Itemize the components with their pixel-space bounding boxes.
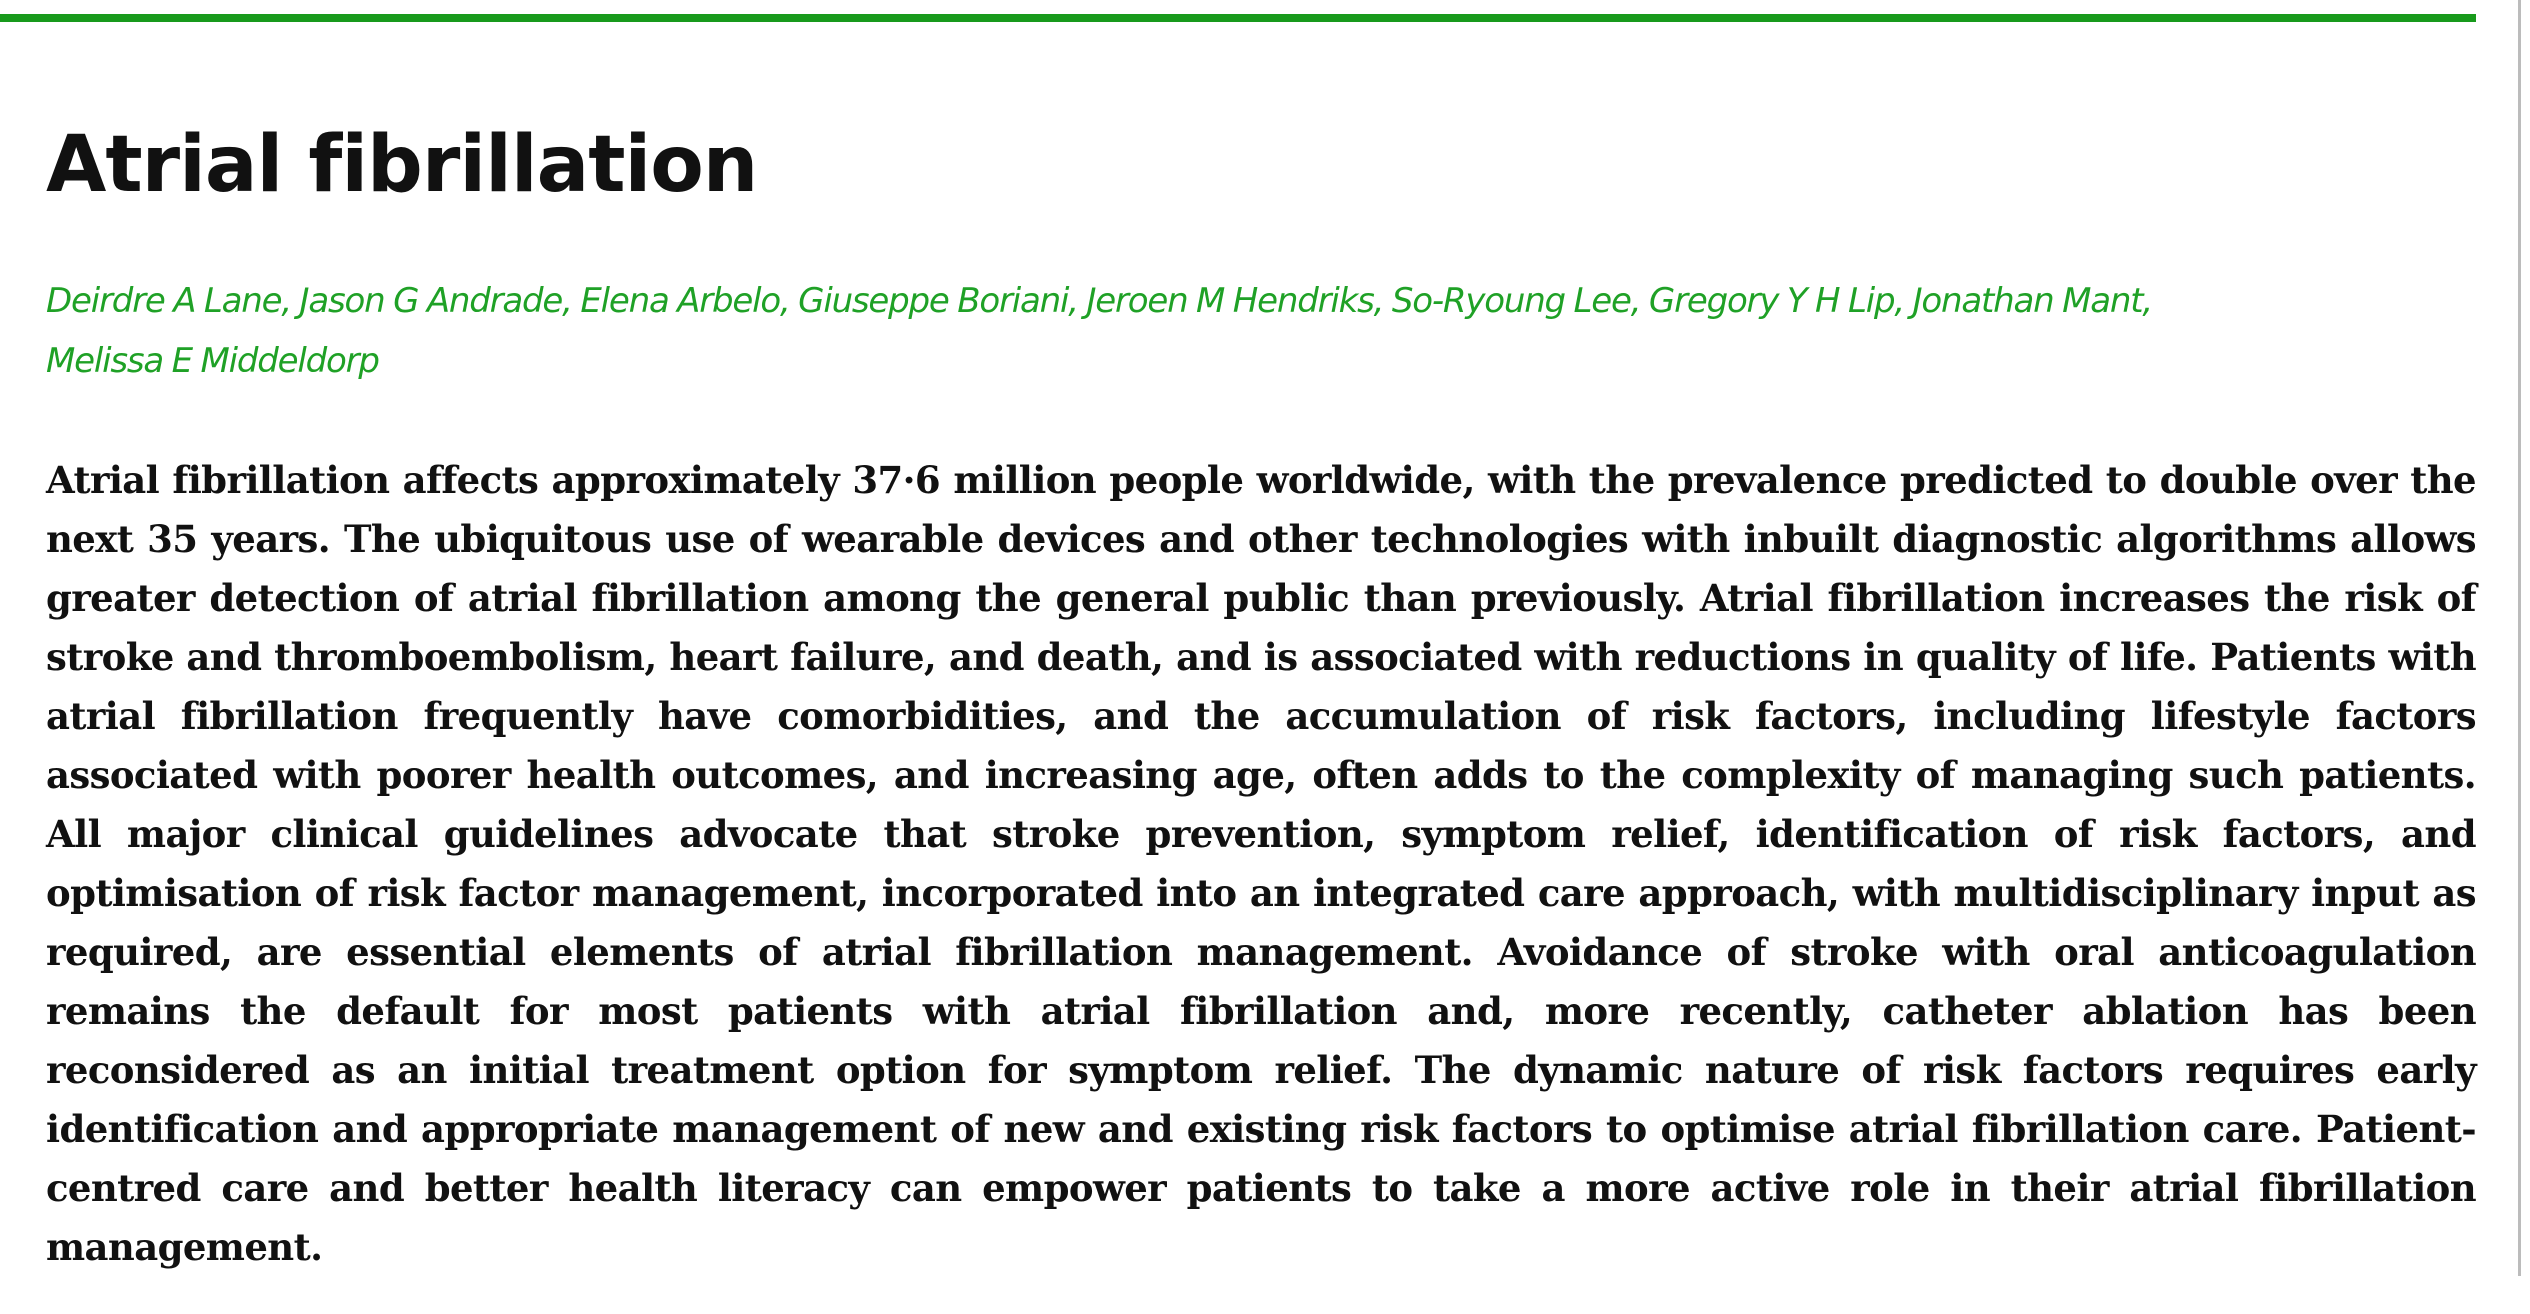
abstract-text: Atrial fibrillation affects approximately 37·6 million people worldwide, with the prevalence predicted to double over the next 35 years. The ubiquitous use of wearable devices and other technologies with inbuilt diagnostic algorithms allows greater detection of atrial fibrillation among the general public than previously. Atrial fibrillation increases the risk of stroke and thromboembolism, heart failure, and death, and is associated with reductions in quality of life. Patients with atrial fibrillation frequently have comorbidities, and the accumulation of risk factors, including lifestyle factors associated with poorer health outcomes, and increasing age, often adds to the complexity of managing such patients. All major clinical guidelines advocate that stroke prevention, symptom relief, identification of risk factors, and optimisation of risk factor management, incorporated into an integrated care approach, with multidisciplinary input as required, are essential elements of atrial fibrillation management. Avoidance of stroke with oral anticoagulation remains the default for most patients with atrial fibrillation and, more recently, catheter ablation has been reconsidered as an initial treatment option for symptom relief. The dynamic nature of risk factors requires early identification and appropriate management of new and existing risk factors to optimise atrial fibrillation care. Patient-centred care and better health literacy can empower patients to take a more active role in their atrial fibrillation management. bbox=[46, 458, 2476, 1269]
header-rule bbox=[0, 14, 2476, 22]
page-edge bbox=[2518, 0, 2521, 1276]
article bbox=[46, 105, 2476, 1314]
author-list bbox=[46, 271, 2476, 391]
author-line-1: Deirdre A Lane, Jason G Andrade, Elena Arbelo, Giuseppe Boriani, Jeroen M Hendriks, So-Ryoung Lee, Gregory Y H Lip, Jonathan Mant, bbox=[46, 281, 2152, 321]
author-line-2: Melissa E Middeldorp bbox=[46, 341, 379, 381]
article-title: Atrial fibrillation bbox=[46, 120, 758, 210]
